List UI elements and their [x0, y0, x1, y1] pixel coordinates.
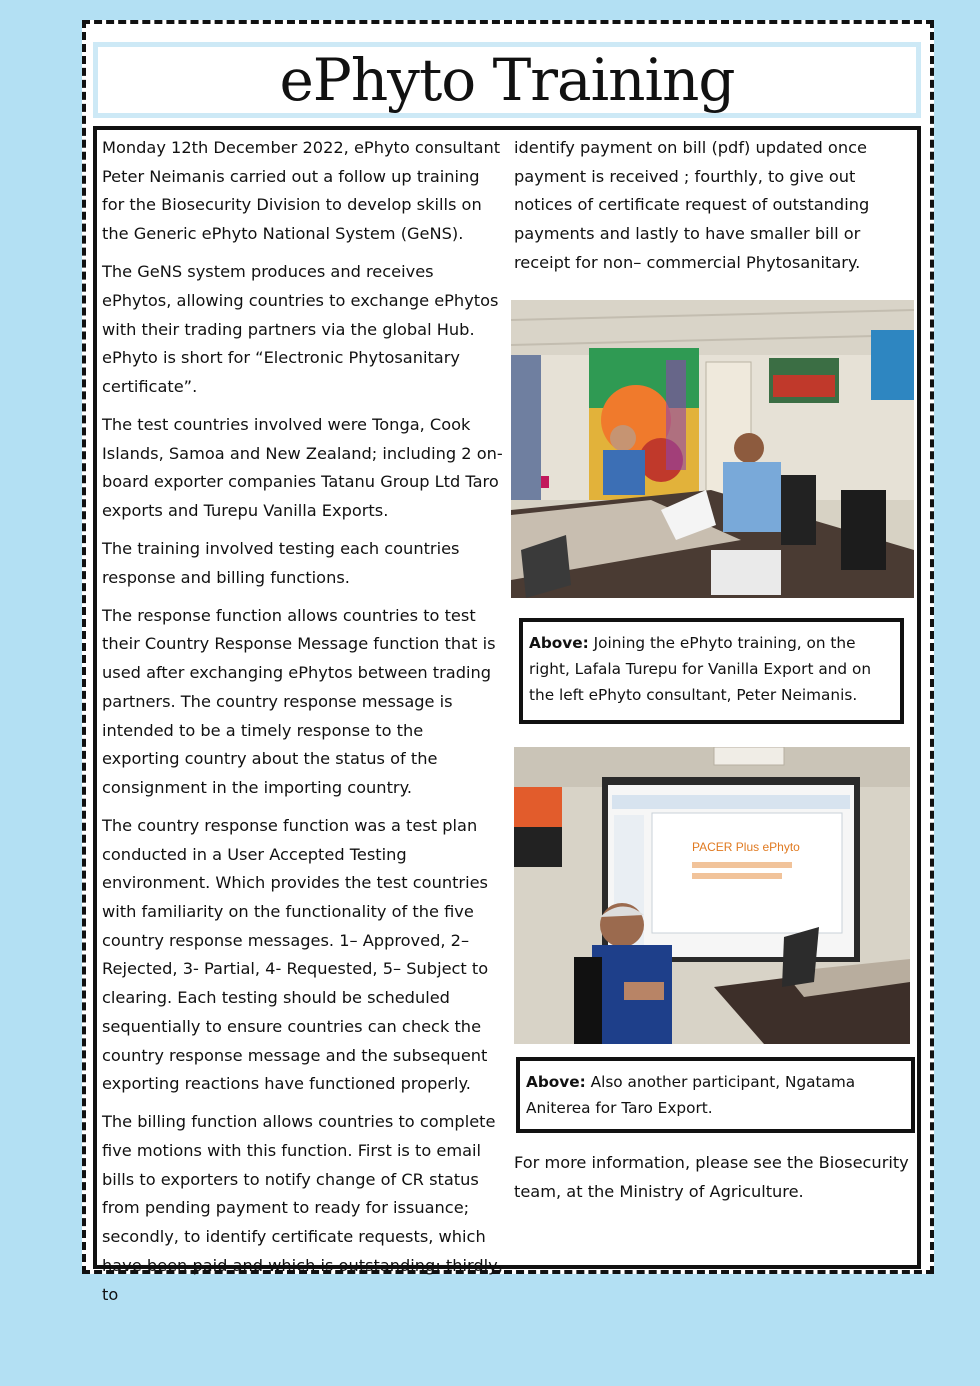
paragraph: The GeNS system produces and receives ePhytos, allowing countries to exchange ePhytos with their trading partners via the global Hub. ePhyto is short for “Electronic Phytosanitary certificate”.	[102, 262, 499, 396]
title-banner	[93, 42, 921, 118]
paragraph: The billing function allows countries to complete five motions with this function. First is to email bills to exporters to notify change of CR status from pending payment to ready for issuance; secondly, to identify certificate requests, which have been paid and which is outstanding; thirdly, to	[102, 1112, 503, 1304]
training-photo-1	[511, 300, 914, 598]
paragraph: The training involved testing each countries response and billing functions.	[102, 539, 460, 587]
paragraph: The response function allows countries to test their Country Response Message function that is used after exchanging ePhytos between trading partners. The country response message is intended to be a timely response to the exporting country about the status of the consignment in the importing country.	[102, 605, 496, 797]
caption-text: Joining the ePhyto training, on the right, Lafala Turepu for Vanilla Export and on the left ePhyto consultant, Peter Neimanis.	[529, 634, 872, 704]
paragraph: The country response function was a test plan conducted in a User Accepted Testing environment. Which provides the test countries with familiarity on the functionality of the five country response messages. 1– Approved, 2– Rejected, 3- Partial, 4- Requested, 5– Subject to clearing. Each testing should be scheduled sequentially to ensure countries can check the country response message and the subsequent exporting reactions have functioned properly.	[102, 815, 489, 1094]
photo-illustration	[514, 747, 910, 1044]
right-column	[514, 134, 914, 287]
caption-label: Above:	[526, 1073, 586, 1091]
caption-label: Above:	[529, 634, 589, 652]
training-photo-2	[514, 747, 910, 1044]
contact-note: For more information, please see the Biosecurity team, at the Ministry of Agriculture.	[514, 1153, 909, 1201]
photo-caption-2	[516, 1057, 915, 1133]
paragraph: Monday 12th December 2022, ePhyto consultant Peter Neimanis carried out a follow up training for the Biosecurity Division to develop skills on the Generic ePhyto National System (GeNS).	[102, 138, 501, 244]
photo-illustration	[511, 300, 914, 598]
photo-caption-1	[519, 618, 904, 724]
left-column	[102, 134, 505, 1319]
caption-text: Also another participant, Ngatama Aniterea for Taro Export.	[526, 1073, 856, 1117]
paragraph: identify payment on bill (pdf) updated once payment is received ; fourthly, to give out notices of certificate request of outstanding payments and lastly to have smaller bill or receipt for non– commercial Phytosanitary.	[514, 138, 870, 272]
page-title: ePhyto Training	[279, 46, 735, 114]
slide-title: PACER Plus ePhyto	[692, 840, 800, 854]
paragraph: The test countries involved were Tonga, Cook Islands, Samoa and New Zealand; including 2 on-board exporter companies Tatanu Group Ltd Taro exports and Turepu Vanilla Exports.	[102, 414, 503, 521]
